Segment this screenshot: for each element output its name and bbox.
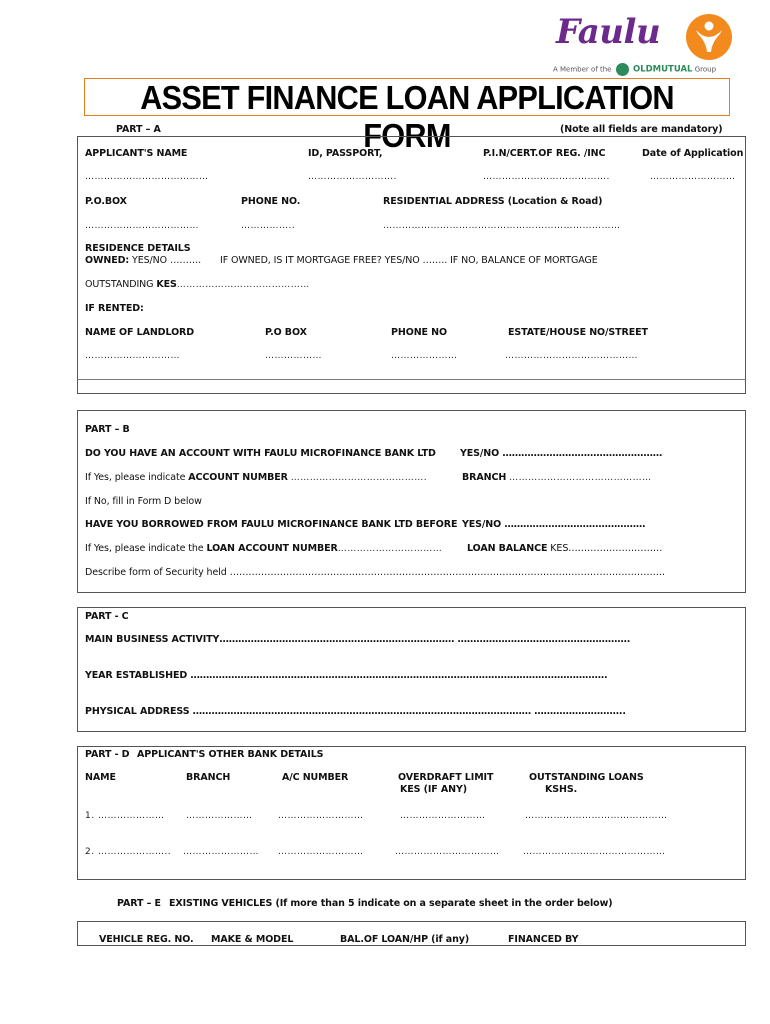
- row1-branch-field[interactable]: …………………: [186, 811, 253, 821]
- row2-branch-field[interactable]: ……………………: [183, 847, 259, 857]
- phone-label: PHONE NO.: [241, 196, 301, 207]
- landlord-phone-field[interactable]: …………………: [391, 351, 458, 361]
- loan-balance-field[interactable]: KES…………………………: [550, 543, 663, 554]
- member-prefix: A Member of the: [553, 65, 612, 74]
- pin-field[interactable]: ………………………………….: [483, 172, 610, 182]
- row2-outstanding-field[interactable]: ………………………………………: [523, 847, 666, 857]
- col-vehicle-reg-header: VEHICLE REG. NO.: [99, 934, 194, 945]
- part-a-label: PART – A: [116, 124, 161, 135]
- part-d-label: PART - D: [85, 749, 130, 760]
- owned-field[interactable]: YES/NO ……….: [132, 255, 202, 266]
- owned-label: OWNED:: [85, 255, 130, 266]
- date-field[interactable]: ………………………: [650, 172, 736, 182]
- account-question: DO YOU HAVE AN ACCOUNT WITH FAULU MICROFINANCE BANK LTD: [85, 448, 436, 459]
- col-financed-header: FINANCED BY: [508, 934, 579, 945]
- account-number-row: [85, 472, 427, 483]
- po-box-field[interactable]: ………………………………: [85, 221, 199, 231]
- po-box-label: P.O.BOX: [85, 196, 127, 207]
- branch-label: BRANCH: [462, 472, 507, 483]
- row1-name-field[interactable]: 1. …………………: [85, 811, 165, 821]
- col-ac-header: A/C NUMBER: [282, 772, 349, 783]
- account-yesno-field[interactable]: YES/NO ……………………………………………: [460, 448, 663, 459]
- col-overdraft-header: OVERDRAFT LIMIT: [398, 772, 494, 783]
- member-suffix: Group: [694, 65, 717, 74]
- row1-outstanding-field[interactable]: ………………………………………: [525, 811, 668, 821]
- outstanding-kes: KES: [156, 279, 177, 290]
- date-of-application-label: Date of Application: [642, 148, 744, 159]
- if-yes-prefix: If Yes, please indicate: [85, 472, 186, 483]
- residential-address-field[interactable]: …………………………………………………………………: [383, 221, 621, 231]
- owned-row: [85, 255, 201, 266]
- phone-field[interactable]: ……………..: [241, 221, 296, 231]
- mandatory-note: (Note all fields are mandatory): [560, 124, 723, 135]
- applicant-name-label: APPLICANT'S NAME: [85, 148, 188, 159]
- mortgage-free-question: IF OWNED, IS IT MORTGAGE FREE? YES/NO …….. IF NO, BALANCE OF MORTGAGE: [220, 255, 598, 266]
- residential-address-label: RESIDENTIAL ADDRESS (Location & Road): [383, 196, 603, 207]
- estate-label: ESTATE/HOUSE NO/STREET: [508, 327, 648, 338]
- col-outstanding-header-2: KSHS.: [545, 784, 578, 795]
- oldmutual-icon: [616, 63, 629, 76]
- member-line: [553, 63, 716, 76]
- landlord-name-field[interactable]: …………………………: [85, 351, 180, 361]
- col-overdraft-header-2: KES (IF ANY): [400, 784, 467, 795]
- row2-ac-field[interactable]: ………………………: [278, 847, 364, 857]
- physical-address-field[interactable]: PHYSICAL ADDRESS ……………………………………………………………………………………………… ………………………..: [85, 706, 626, 717]
- id-passport-label: ID, PASSPORT,: [308, 148, 383, 159]
- borrowed-yesno-field[interactable]: YES/NO ………………………………………: [462, 519, 646, 530]
- if-yes-prefix-2: If Yes, please indicate the: [85, 543, 204, 554]
- row1-ac-field[interactable]: ………………………: [278, 811, 364, 821]
- account-number-label: ACCOUNT NUMBER: [188, 472, 288, 483]
- landlord-po-label: P.O BOX: [265, 327, 307, 338]
- outstanding-row: [85, 279, 310, 290]
- row1-overdraft-field[interactable]: ………………………: [400, 811, 486, 821]
- row2-overdraft-field[interactable]: ……………………………: [395, 847, 500, 857]
- residence-details-label: RESIDENCE DETAILS: [85, 243, 191, 254]
- applicant-name-field[interactable]: …………………………………: [85, 172, 209, 182]
- id-passport-field[interactable]: ……………………….: [308, 172, 397, 182]
- loan-account-field[interactable]: ……………………………: [337, 544, 443, 554]
- part-e-label: PART – E: [117, 898, 161, 909]
- outstanding-field[interactable]: ……………………………………: [176, 280, 310, 290]
- part-e-title: EXISTING VEHICLES (If more than 5 indicate on a separate sheet in the order below): [169, 898, 613, 909]
- borrowed-question: HAVE YOU BORROWED FROM FAULU MICROFINANCE BANK LTD BEFORE: [85, 519, 458, 530]
- col-branch-header: BRANCH: [186, 772, 231, 783]
- account-number-field[interactable]: …………………………………….: [290, 473, 428, 483]
- security-field[interactable]: Describe form of Security held ………………………………………………………………………………………………………………………….: [85, 567, 665, 578]
- outstanding-label: OUTSTANDING: [85, 279, 154, 290]
- part-b-label: PART – B: [85, 424, 130, 435]
- row2-name-field[interactable]: 2. …………………..: [85, 847, 172, 857]
- logo-wordmark: Faulu: [556, 12, 661, 52]
- if-rented-label: IF RENTED:: [85, 303, 144, 314]
- if-no-note: If No, fill in Form D below: [85, 496, 202, 507]
- col-make-header: MAKE & MODEL: [211, 934, 294, 945]
- part-d-title: APPLICANT'S OTHER BANK DETAILS: [137, 749, 324, 760]
- member-brand: OLDMUTUAL: [632, 64, 693, 75]
- loan-balance-label: LOAN BALANCE: [467, 543, 548, 554]
- estate-field[interactable]: ……………………………………: [505, 351, 638, 361]
- loan-balance-row: [467, 543, 662, 554]
- col-name-header: NAME: [85, 772, 116, 783]
- year-established-field[interactable]: YEAR ESTABLISHED …………………………………………………………………………………………………………………….: [85, 670, 608, 681]
- loan-account-row: [85, 543, 442, 554]
- pin-label: P.I.N/CERT.OF REG. /INC: [483, 148, 606, 159]
- landlord-name-label: NAME OF LANDLORD: [85, 327, 195, 338]
- part-a-divider: [77, 379, 746, 380]
- logo-emblem-icon: [686, 14, 732, 60]
- landlord-phone-label: PHONE NO: [391, 327, 447, 338]
- loan-account-label: LOAN ACCOUNT NUMBER: [206, 543, 338, 554]
- landlord-po-field[interactable]: ………………: [265, 351, 322, 361]
- form-title: ASSET FINANCE LOAN APPLICATION FORM: [140, 79, 674, 154]
- main-business-field[interactable]: MAIN BUSINESS ACTIVITY………………………………………………………………… ……………………………………………….: [85, 634, 631, 645]
- col-outstanding-header: OUTSTANDING LOANS: [529, 772, 644, 783]
- branch-field[interactable]: ………………………………………: [509, 473, 652, 483]
- part-c-label: PART - C: [85, 611, 129, 622]
- col-bal-header: BAL.OF LOAN/HP (if any): [340, 934, 470, 945]
- branch-row: [462, 472, 652, 483]
